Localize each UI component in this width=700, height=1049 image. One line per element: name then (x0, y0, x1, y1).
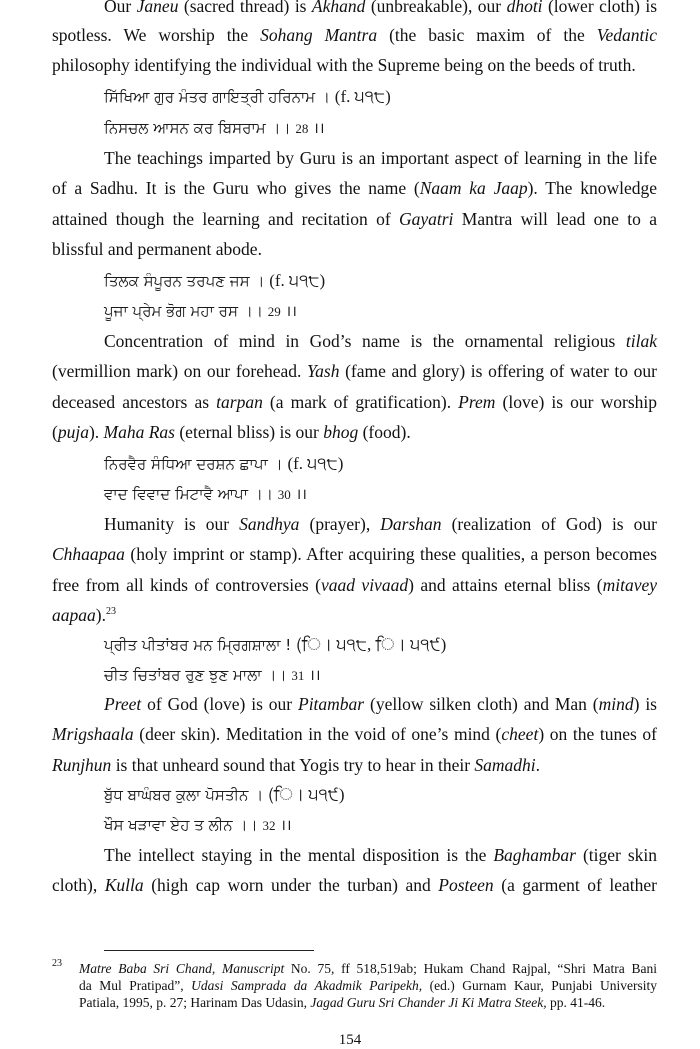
para5-line1: Preet of God (love) is our Pitambar (yellow silken cloth) and Man (mind) is (104, 694, 657, 714)
verse-28-line1: ਸਿੱਖਿਆ ਗੁਰ ਮੰਤਰ ਗਾਇਤ੍ਰੀ ਹਰਿਨਾਮ । (f. ੫੧੮) (104, 87, 391, 106)
para1-line1: Our Janeu (sacred thread) is Akhand (unbreakable), our dhoti (lower cloth) is (104, 0, 658, 16)
footnote-line3: Patiala, 1995, p. 27; Harinam Das Udasin, Jagad Guru Sri Chander Ji Ki Matra Steek, pp. 41-46. (79, 995, 606, 1010)
verse-30-line1: ਨਿਰਵੈਰ ਸੰਧਿਆ ਦਰਸ਼ਨ ਛਾਪਾ । (f. ੫੧੮) (104, 454, 344, 473)
page-number: 154 (338, 1032, 362, 1048)
verse-32-line1: ਬੁੱਧ ਬਾਘੰਬਰ ਕੁਲਾ ਪੋਸਤੀਨ । (ਿ। ੫੧੯) (104, 785, 345, 804)
verse-29-line2: ਪੂਜਾ ਪ੍ਰੇਮ ਭੋਗ ਮਹਾ ਰਸ ।। 29 ।। (104, 302, 297, 320)
footnote-separator (104, 950, 314, 951)
para2-line3: attained though the learning and recitation of Gayatri Mantra will lead one to a (52, 209, 657, 229)
footnote-line1: Matre Baba Sri Chand, Manuscript No. 75, ff 518,519ab; Hukam Chand Rajpal, “Shri Matra Bani (79, 961, 657, 976)
para2-line4: blissful and permanent abode. (52, 239, 262, 259)
footnote-ref-23[interactable]: 23 (105, 606, 116, 618)
para3-line3: deceased ancestors as tarpan (a mark of gratification). Prem (love) is our worship (52, 392, 657, 412)
para4-line1: Humanity is our Sandhya (prayer), Darshan (realization of God) is our (104, 514, 657, 534)
para4-line4: aapaa).$^{23}$ (52, 605, 116, 625)
verse-32-line2: ਖੌਸ ਖੜਾਵਾ ਏਹ ਤ ਲੀਨ ।। 32 ।। (104, 816, 292, 834)
para5-line2: Mrigshaala (deer skin). Meditation in the void of one’s mind (cheet) on the tunes of (52, 724, 658, 744)
verse-31-line2: ਚੀਤ ਚਿਤਾਂਬਰ ਰੁਣ ਝੁਣ ਮਾਲਾ ।। 31 ।। (104, 666, 321, 684)
verse-28-line2: ਨਿਸਚਲ ਆਸਨ ਕਰ ਬਿਸਰਾਮ ।। 28 ।। (104, 119, 325, 137)
para1-line2: spotless. We worship the Sohang Mantra (the basic maxim of the Vedantic (52, 25, 658, 45)
footnote-line2: da Mul Pratipad”, Udasi Samprada da Akadmik Paripekh, (ed.) Gurnam Kaur, Punjabi University (79, 978, 657, 993)
para5-line3: Runjhun is that unheard sound that Yogis try to hear in their Samadhi. (52, 755, 541, 775)
para4-line2: Chhaapaa (holy imprint or stamp). After acquiring these qualities, a person becomes (52, 544, 657, 564)
para2-line1: The teachings imparted by Guru is an important aspect of learning in the life (104, 148, 657, 168)
para3-line2: (vermillion mark) on our forehead. Yash (fame and glory) is offering of water to our (52, 361, 657, 381)
para3-line4: (puja). Maha Ras (eternal bliss) is our bhog (food). (52, 422, 411, 442)
para6-line1: The intellect staying in the mental disposition is the Baghambar (tiger skin (104, 845, 657, 865)
verse-29-line1: ਤਿਲਕ ਸੰਪੂਰਨ ਤਰਪਣ ਜਸ । (f. ੫੧੮) (104, 271, 326, 290)
verse-30-line2: ਵਾਦ ਵਿਵਾਦ ਮਿਟਾਵੈ ਆਪਾ ।। 30 ।। (104, 485, 307, 503)
para4-line3: free from all kinds of controversies (vaad vivaad) and attains eternal bliss (mitavey (52, 575, 657, 595)
verse-31-line1: ਪ੍ਰੀਤ ਪੀਤਾਂਬਰ ਮਨ ਮ੍ਰਿਗਸ਼ਾਲਾ ! (ਿ। ੫੧੮, ਿ। ੫੧੯) (104, 635, 447, 654)
para2-line2: of a Sadhu. It is the Guru who gives the name (Naam ka Jaap). The knowledge (52, 178, 657, 198)
para1-line3: philosophy identifying the individual with the Supreme being on the beeds of truth. (52, 55, 636, 75)
footnote-mark: 23 (52, 958, 62, 969)
para3-line1: Concentration of mind in God’s name is the ornamental religious tilak (104, 331, 657, 351)
para6-line2: cloth), Kulla (high cap worn under the turban) and Posteen (a garment of leather (52, 875, 657, 895)
